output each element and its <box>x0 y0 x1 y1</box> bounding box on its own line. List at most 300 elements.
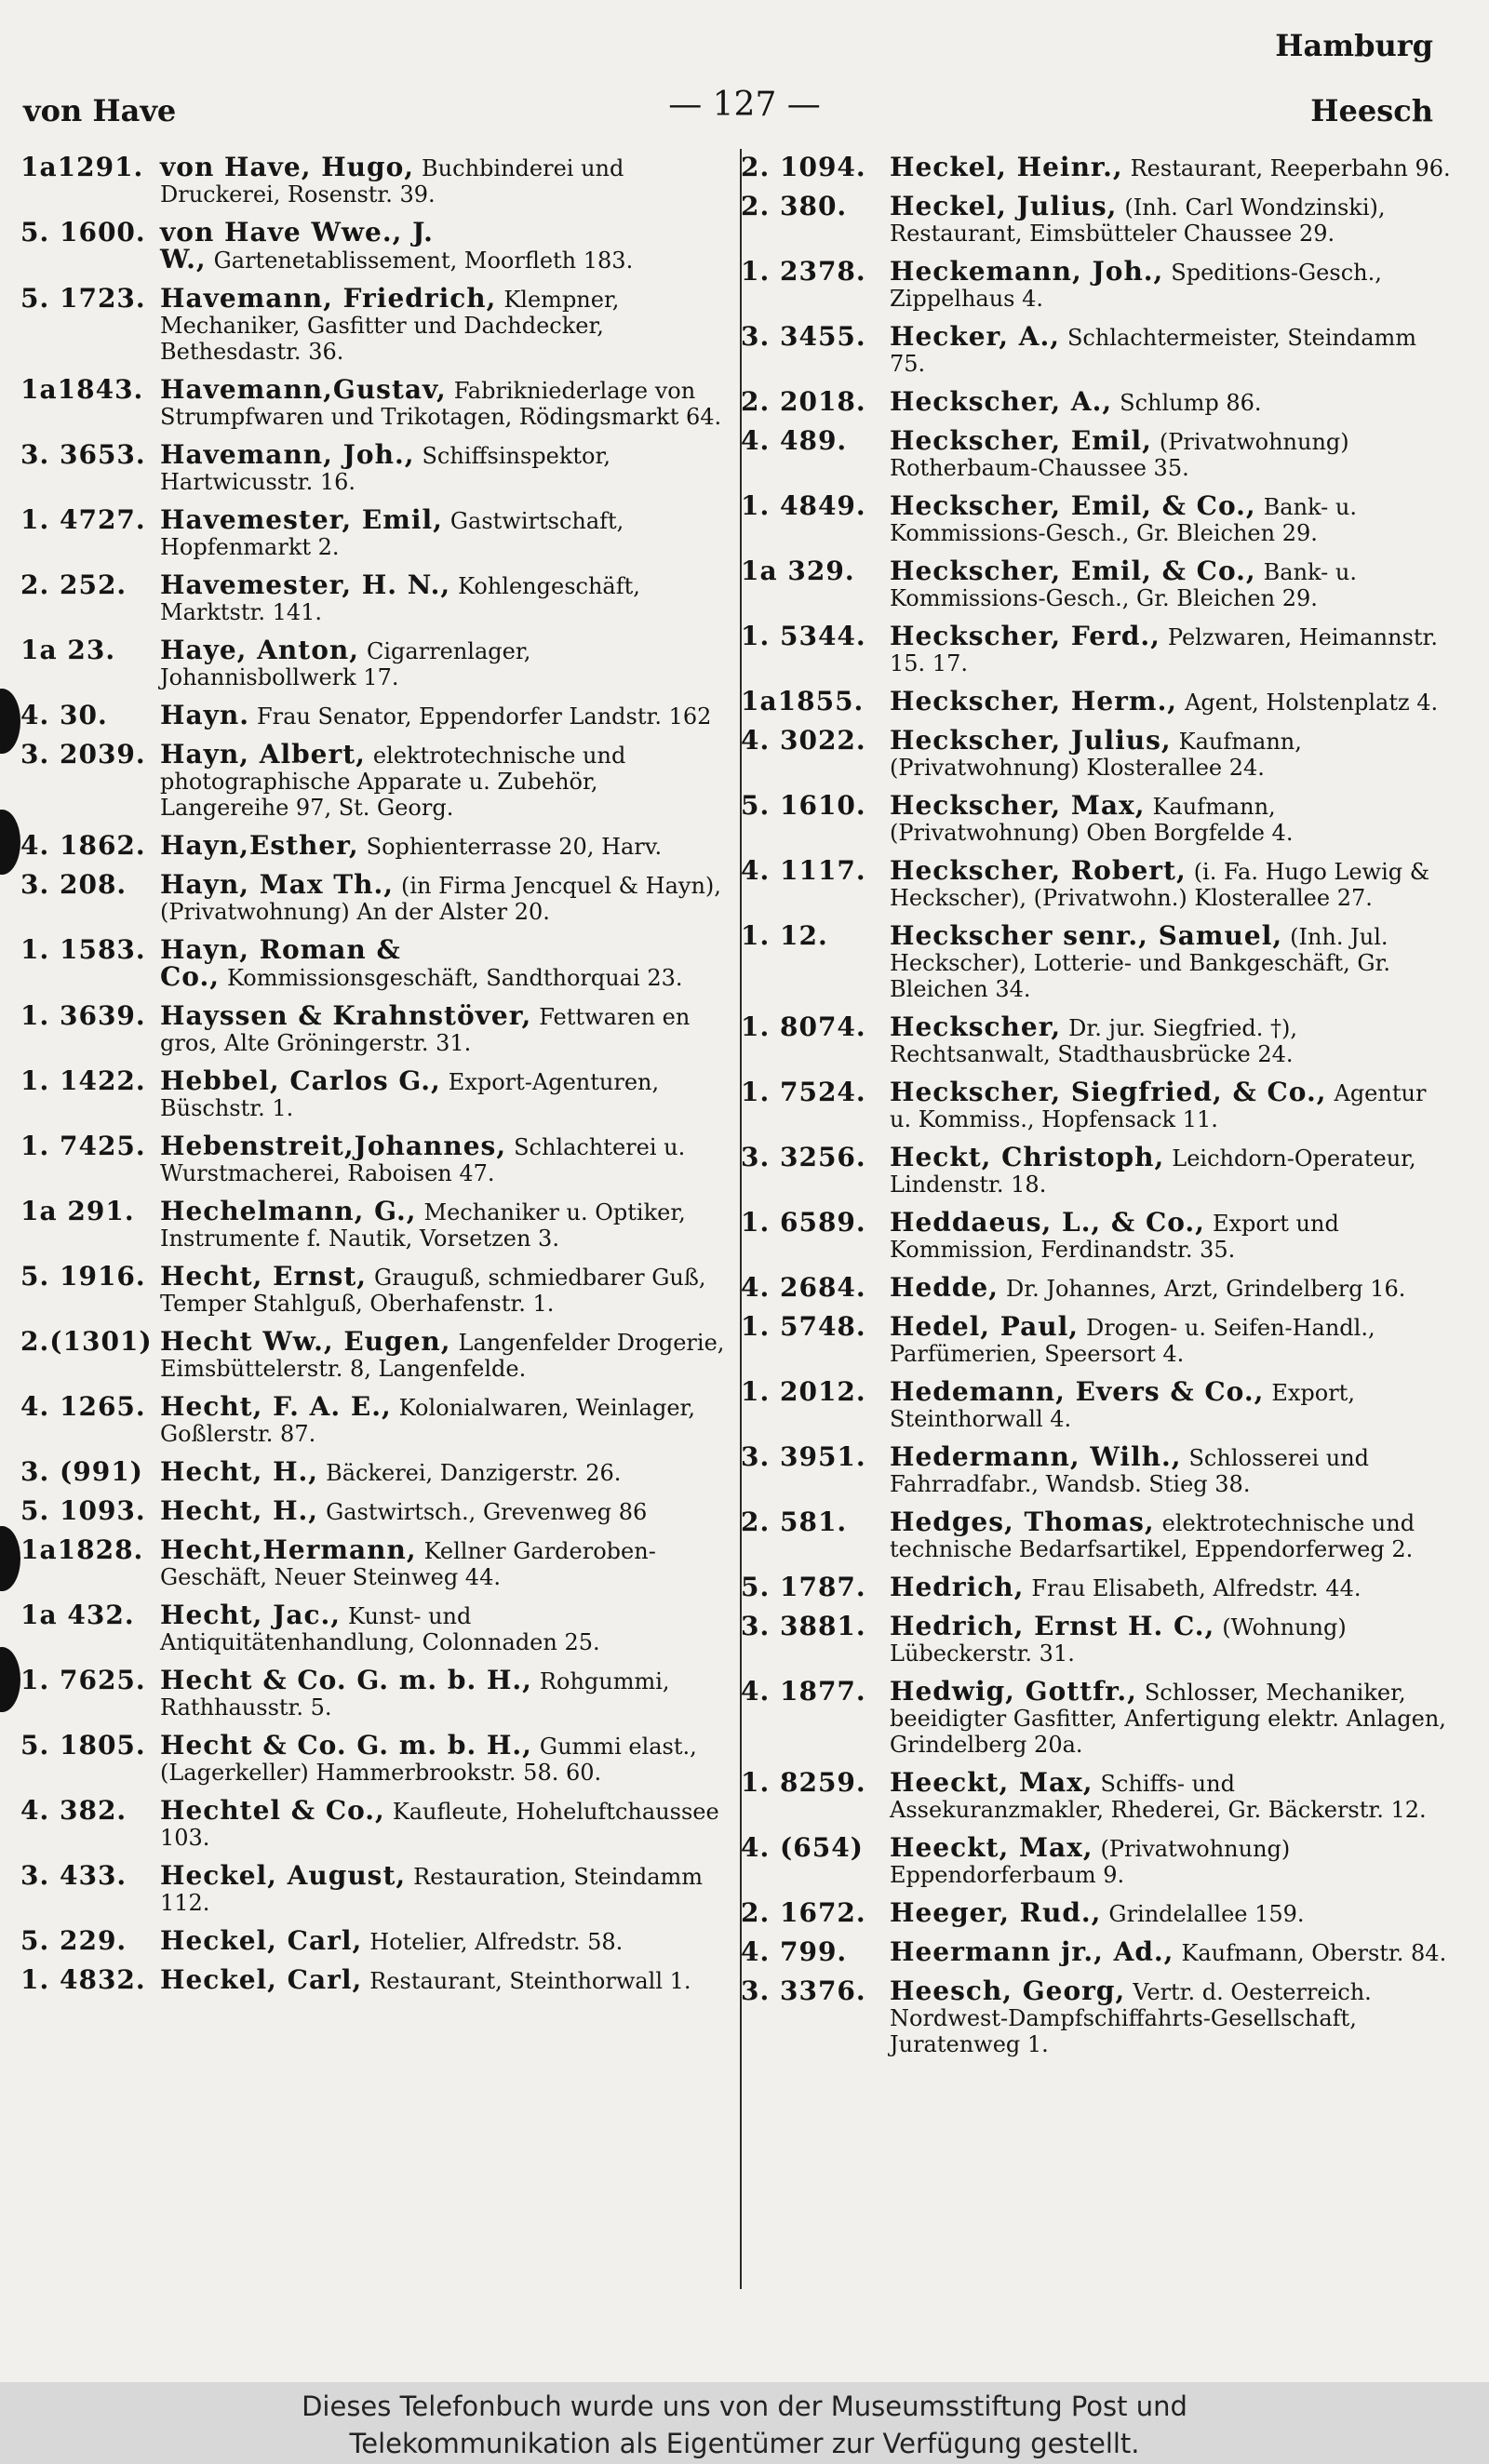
subscriber-name: von Have Wwe., J. W., <box>160 217 434 275</box>
entry-body <box>890 1376 1453 1432</box>
phone-number: 4. 3022. <box>741 725 866 756</box>
subscriber-details: Export-Agenturen, Büschstr. 1. <box>160 1069 660 1121</box>
directory-entry <box>741 1079 1453 1132</box>
entry-body <box>890 725 1453 781</box>
subscriber-name: Havemester, Emil, <box>160 504 443 535</box>
subscriber-details: Kolonialwaren, Weinlager, Goßlerstr. 87. <box>160 1395 696 1447</box>
subscriber-name: Hecht, Jac., <box>160 1600 342 1630</box>
directory-entry <box>20 1000 728 1056</box>
directory-entry <box>20 439 728 495</box>
subscriber-name: Hayn. <box>160 700 249 730</box>
entry-body <box>160 1667 728 1721</box>
subscriber-details: Kunst- und Antiquitätenhandlung, Colonnaden 25. <box>160 1603 600 1655</box>
entry-body <box>160 1925 728 1956</box>
subscriber-details: (Inh. Carl Wondzinski), Restaurant, Eimsbütteler Chaussee 29. <box>890 194 1386 247</box>
subscriber-name: Hecht & Co. G. m. b. H., <box>160 1665 532 1695</box>
punch-hole <box>0 1647 20 1712</box>
entry-body <box>890 686 1453 716</box>
subscriber-name: Hayn, Roman & Co., <box>160 934 401 992</box>
subscriber-name: Hedemann, Evers & Co., <box>890 1376 1265 1407</box>
directory-entry <box>20 637 728 690</box>
phone-number: 1. 7524. <box>741 1077 866 1107</box>
subscriber-details: Gummi elast., (Lagerkeller) Hammerbrookstr. 58. 60. <box>160 1734 697 1786</box>
subscriber-name: Heckscher, Max, <box>890 790 1146 821</box>
subscriber-details: Buchbinderei und Druckerei, Rosenstr. 39. <box>160 155 624 208</box>
entry-body <box>890 790 1453 846</box>
subscriber-details: Restaurant, Steinthorwall 1. <box>369 1968 691 1994</box>
directory-entry <box>741 1011 1453 1067</box>
subscriber-name: Hecht, F. A. E., <box>160 1391 392 1422</box>
subscriber-name: Heckscher, Ferd., <box>890 621 1160 651</box>
entry-body <box>890 1897 1453 1928</box>
subscriber-details: Schlosser, Mechaniker, beeidigter Gasfitter, Anfertigung elektr. Anlagen, Grindelberg 20a. <box>890 1680 1446 1758</box>
subscriber-name: Haye, Anton, <box>160 635 359 665</box>
subscriber-details: Restauration, Steindamm 112. <box>160 1864 704 1916</box>
phone-number: 3. 433. <box>20 1860 127 1891</box>
entry-body <box>160 1326 728 1382</box>
page-number: — 127 — <box>668 86 821 124</box>
phone-number: 1. 4849. <box>741 490 866 521</box>
directory-entry <box>741 790 1453 846</box>
phone-number: 5. 1723. <box>20 283 146 314</box>
entry-body <box>890 1142 1453 1198</box>
directory-entry <box>741 686 1453 716</box>
subscriber-name: Heckemann, Joh., <box>890 256 1164 287</box>
directory-entry <box>20 739 728 821</box>
subscriber-details: (Privatwohnung) Eppendorferbaum 9. <box>890 1836 1291 1888</box>
subscriber-details: Fettwaren en gros, Alte Gröningerstr. 31. <box>160 1004 691 1056</box>
directory-entry <box>20 934 728 992</box>
entry-body <box>890 1767 1453 1823</box>
phone-number: 4. 1877. <box>741 1676 866 1707</box>
entry-body <box>890 1011 1453 1067</box>
header-right-term: Heesch <box>1310 93 1433 128</box>
entry-body <box>890 425 1453 481</box>
left-column <box>20 154 728 2006</box>
phone-number: 1a 432. <box>20 1600 135 1630</box>
phone-number: 1. 5344. <box>741 621 866 651</box>
entry-body <box>160 439 728 495</box>
entry-body <box>160 1795 728 1851</box>
phone-number: 5. 1600. <box>20 217 146 248</box>
header-city: Hamburg <box>1275 28 1433 63</box>
phone-number: 3. 208. <box>20 869 127 900</box>
entry-body <box>890 490 1453 546</box>
entry-body <box>160 1456 728 1487</box>
directory-entry <box>20 1065 728 1121</box>
footer-line-2: Telekommunikation als Eigentümer zur Verfügung gestellt. <box>349 2428 1140 2459</box>
entry-body <box>160 1602 728 1655</box>
directory-entry <box>741 1376 1453 1432</box>
subscriber-details: Mechaniker u. Optiker, Instrumente f. Nautik, Vorsetzen 3. <box>160 1199 686 1252</box>
subscriber-name: Hecht, Ernst, <box>160 1261 368 1292</box>
entry-body <box>890 1832 1453 1888</box>
directory-entry <box>741 256 1453 312</box>
subscriber-details: Export, Steinthorwall 4. <box>890 1380 1355 1432</box>
subscriber-name: Hedrich, Ernst H. C., <box>890 1611 1215 1641</box>
subscriber-details: Vertr. d. Oesterreich. Nordwest-Dampfschiffahrts-Gesellschaft, Juratenweg 1. <box>890 1979 1372 2057</box>
phone-number: 4. 1117. <box>741 855 866 886</box>
subscriber-name: Hayn, Albert, <box>160 739 366 770</box>
subscriber-details: Kaufmann, (Privatwohnung) Oben Borgfelde 4. <box>890 794 1294 846</box>
subscriber-details: Schlachterei u. Wurstmacherei, Raboisen 47. <box>160 1134 686 1186</box>
entry-body <box>890 191 1453 247</box>
phone-number: 5. 1610. <box>741 790 866 821</box>
subscriber-name: Heckscher senr., Samuel, <box>890 920 1283 951</box>
entry-body <box>890 1207 1453 1263</box>
entry-body <box>160 1495 728 1526</box>
phone-number: 3. 3951. <box>741 1441 866 1472</box>
phone-number: 1. 5748. <box>741 1311 866 1342</box>
subscriber-name: Hecht, H., <box>160 1456 319 1487</box>
entry-body <box>160 217 728 275</box>
phone-number: 1. 7625. <box>20 1665 146 1695</box>
subscriber-details: Klempner, Mechaniker, Gasfitter und Dachdecker, Bethesdastr. 36. <box>160 287 620 365</box>
subscriber-details: elektrotechnische und technische Bedarfsartikel, Eppendorferweg 2. <box>890 1510 1415 1562</box>
phone-number: 1. 2012. <box>741 1376 866 1407</box>
phone-number: 1a1843. <box>20 374 144 405</box>
phone-number: 5. 229. <box>20 1925 127 1956</box>
subscriber-name: Heeckt, Max, <box>890 1832 1093 1863</box>
subscriber-name: Hechelmann, G., <box>160 1196 417 1226</box>
subscriber-name: Hecht, H., <box>160 1495 319 1526</box>
directory-entry <box>741 1676 1453 1758</box>
subscriber-name: Heeckt, Max, <box>890 1767 1093 1798</box>
entry-body <box>890 1676 1453 1758</box>
subscriber-name: Havemester, H. N., <box>160 569 451 600</box>
phone-number: 1. 2378. <box>741 256 866 287</box>
subscriber-name: Heckel, Carl, <box>160 1925 363 1956</box>
phone-number: 1. 12. <box>741 920 828 951</box>
subscriber-name: Hecht & Co. G. m. b. H., <box>160 1730 532 1761</box>
entry-body <box>160 739 728 821</box>
subscriber-name: Heckscher, Emil, & Co., <box>890 490 1256 521</box>
phone-number: 3. 3455. <box>741 321 866 352</box>
subscriber-details: Kaufmann, Oberstr. 84. <box>1181 1940 1447 1966</box>
subscriber-name: Heckscher, Herm., <box>890 686 1178 716</box>
directory-entry <box>741 1272 1453 1303</box>
entry-body <box>160 869 728 925</box>
directory-entry <box>20 1391 728 1447</box>
phone-number: 1. 4727. <box>20 504 146 535</box>
phone-number: 5. 1805. <box>20 1730 146 1761</box>
entry-body <box>160 700 728 730</box>
subscriber-name: Heckel, Heinr., <box>890 152 1123 182</box>
footer-line-1: Dieses Telefonbuch wurde uns von der Museumsstiftung Post und <box>302 2390 1187 2422</box>
directory-entry <box>741 1897 1453 1928</box>
phone-number: 4. 2684. <box>741 1272 866 1303</box>
header-left-term: von Have <box>23 93 177 128</box>
phone-number: 5. 1787. <box>741 1572 866 1602</box>
subscriber-name: Heckscher, A., <box>890 386 1113 417</box>
subscriber-name: Heckel, Julius, <box>890 191 1118 221</box>
phone-number: 5. 1093. <box>20 1495 146 1526</box>
subscriber-name: Hayn, Max Th., <box>160 869 394 900</box>
phone-number: 1. 1422. <box>20 1065 146 1096</box>
subscriber-details: (in Firma Jencquel & Hayn), (Privatwohnung) An der Alster 20. <box>160 873 721 925</box>
directory-entry <box>20 1667 728 1721</box>
entry-body <box>890 1936 1453 1967</box>
entry-body <box>160 374 728 430</box>
entry-body <box>890 558 1453 611</box>
entry-body <box>160 1391 728 1447</box>
phone-number: 3. 3376. <box>741 1975 866 2006</box>
subscriber-details: Schiffs- und Assekuranzmakler, Rhederei, Gr. Bäckerstr. 12. <box>890 1771 1427 1823</box>
directory-entry <box>741 1509 1453 1562</box>
subscriber-details: Fabrikniederlage von Strumpfwaren und Trikotagen, Rödingsmarkt 64. <box>160 378 722 430</box>
subscriber-name: Hedges, Thomas, <box>890 1507 1155 1537</box>
directory-entry <box>20 1456 728 1487</box>
directory-entry <box>741 191 1453 247</box>
subscriber-details: Agentur u. Kommiss., Hopfensack 11. <box>890 1080 1427 1132</box>
phone-number: 3. (991) <box>20 1456 143 1487</box>
phone-number: 1. 8074. <box>741 1011 866 1042</box>
phone-number: 1a 329. <box>741 556 855 586</box>
subscriber-details: Bank- u. Kommissions-Gesch., Gr. Bleichen 29. <box>890 559 1358 611</box>
subscriber-name: Hecht Ww., Eugen, <box>160 1326 451 1357</box>
entry-body <box>890 1079 1453 1132</box>
directory-entry <box>741 1207 1453 1263</box>
phone-number: 4. 1862. <box>20 830 146 861</box>
entry-body <box>890 386 1453 417</box>
subscriber-name: Heckscher, Siegfried, & Co., <box>890 1077 1327 1107</box>
subscriber-name: von Have, Hugo, <box>160 152 415 182</box>
phone-number: 5. 1916. <box>20 1261 146 1292</box>
directory-entry <box>20 217 728 275</box>
subscriber-name: Hecht,Hermann, <box>160 1534 417 1565</box>
subscriber-name: Havemann,Gustav, <box>160 374 447 405</box>
phone-number: 2. 581. <box>741 1507 848 1537</box>
directory-entry <box>741 1936 1453 1967</box>
subscriber-details: Kellner Garderoben-Geschäft, Neuer Steinweg 44. <box>160 1538 656 1590</box>
entry-body <box>160 1261 728 1317</box>
directory-entry <box>741 1767 1453 1823</box>
entry-body <box>160 283 728 365</box>
subscriber-name: Heckt, Christoph, <box>890 1142 1165 1172</box>
subscriber-details: Dr. Johannes, Arzt, Grindelberg 16. <box>1006 1276 1406 1302</box>
directory-entry <box>741 1574 1453 1601</box>
subscriber-details: (Wohnung) Lübeckerstr. 31. <box>890 1614 1347 1667</box>
subscriber-details: Leichdorn-Operateur, Lindenstr. 18. <box>890 1145 1416 1198</box>
subscriber-name: Heckscher, Julius, <box>890 725 1172 756</box>
entry-body <box>160 569 728 625</box>
directory-entry <box>741 558 1453 611</box>
subscriber-name: Hebbel, Carlos G., <box>160 1065 441 1096</box>
phone-number: 2. 2018. <box>741 386 866 417</box>
subscriber-details: Grauguß, schmiedbarer Guß, Temper Stahlguß, Oberhafenstr. 1. <box>160 1265 706 1317</box>
entry-body <box>160 830 728 861</box>
phone-number: 2. 380. <box>741 191 848 221</box>
subscriber-name: Hayssen & Krahnstöver, <box>160 1000 532 1031</box>
directory-entry <box>741 386 1453 417</box>
phone-number: 1a1291. <box>20 152 144 182</box>
punch-hole <box>0 810 20 875</box>
subscriber-details: Dr. jur. Siegfried. †), Rechtsanwalt, Stadthausbrücke 24. <box>890 1015 1298 1067</box>
directory-entry <box>741 725 1453 781</box>
phone-number: 4. 799. <box>741 1936 848 1967</box>
entry-body <box>890 1311 1453 1367</box>
subscriber-details: Schlosserei und Fahrradfabr., Wandsb. Stieg 38. <box>890 1445 1370 1497</box>
subscriber-details: Hotelier, Alfredstr. 58. <box>369 1929 624 1955</box>
phone-number: 3. 2039. <box>20 739 146 770</box>
subscriber-name: Heesch, Georg, <box>890 1975 1126 2006</box>
subscriber-name: Heckscher, Robert, <box>890 855 1187 886</box>
entry-body <box>890 1975 1453 2057</box>
subscriber-details: Drogen- u. Seifen-Handl., Parfümerien, Speersort 4. <box>890 1315 1375 1367</box>
directory-entry <box>741 1975 1453 2057</box>
subscriber-name: Heckel, Carl, <box>160 1964 363 1995</box>
directory-entry <box>741 490 1453 546</box>
phone-number: 4. 30. <box>20 700 108 730</box>
subscriber-name: Hedel, Paul, <box>890 1311 1079 1342</box>
subscriber-details: Gastwirtsch., Grevenweg 86 <box>326 1499 648 1525</box>
subscriber-name: Heermann jr., Ad., <box>890 1936 1174 1967</box>
subscriber-details: Kaufleute, Hoheluftchaussee 103. <box>160 1799 719 1851</box>
entry-body <box>160 1534 728 1590</box>
directory-entry <box>20 1196 728 1252</box>
subscriber-details: Rohgummi, Rathhausstr. 5. <box>160 1668 670 1721</box>
phone-number: 3. 3256. <box>741 1142 866 1172</box>
subscriber-name: Hedde, <box>890 1272 999 1303</box>
subscriber-name: Hecker, A., <box>890 321 1060 352</box>
entry-body <box>160 934 728 992</box>
subscriber-details: Bank- u. Kommissions-Gesch., Gr. Bleichen 29. <box>890 494 1358 546</box>
phone-number: 2.(1301) <box>20 1326 153 1357</box>
subscriber-name: Heckscher, Emil, <box>890 425 1152 456</box>
directory-entry <box>20 569 728 625</box>
punch-hole <box>0 689 20 754</box>
directory-entry <box>20 700 728 730</box>
entry-body <box>160 1730 728 1786</box>
phone-number: 1. 4832. <box>20 1964 146 1995</box>
phone-number: 3. 3881. <box>741 1611 866 1641</box>
directory-entry <box>741 1142 1453 1198</box>
entry-body <box>890 1611 1453 1667</box>
subscriber-details: Gastwirtschaft, Hopfenmarkt 2. <box>160 508 624 560</box>
subscriber-details: Sophienterrasse 20, Harv. <box>366 834 663 860</box>
directory-entry <box>20 830 728 861</box>
subscriber-details: (Inh. Jul. Heckscher), Lotterie- und Bankgeschäft, Gr. Bleichen 34. <box>890 924 1390 1002</box>
entry-body <box>160 1133 728 1186</box>
subscriber-details: Speditions-Gesch., Zippelhaus 4. <box>890 260 1382 312</box>
entry-body <box>890 1574 1453 1601</box>
subscriber-name: Heckscher, Emil, & Co., <box>890 556 1256 586</box>
phone-number: 1. 6589. <box>741 1207 866 1238</box>
directory-entry <box>741 1311 1453 1367</box>
directory-entry <box>20 1602 728 1655</box>
subscriber-details: Grindelallee 159. <box>1108 1901 1305 1927</box>
phone-number: 4. 489. <box>741 425 848 456</box>
entry-body <box>160 1964 728 1995</box>
directory-entry <box>20 283 728 365</box>
directory-entry <box>20 374 728 430</box>
directory-entry <box>20 1326 728 1382</box>
subscriber-name: Hechtel & Co., <box>160 1795 385 1826</box>
subscriber-name: Havemann, Friedrich, <box>160 283 497 314</box>
punch-hole <box>0 1526 20 1591</box>
subscriber-details: Kaufmann, (Privatwohnung) Klosterallee 24. <box>890 729 1302 781</box>
entry-body <box>890 1509 1453 1562</box>
phone-number: 1. 1583. <box>20 934 146 965</box>
directory-entry <box>741 425 1453 481</box>
subscriber-details: elektrotechnische und photographische Apparate u. Zubehör, Langereihe 97, St. Georg. <box>160 743 626 821</box>
subscriber-details: (Privatwohnung) Rotherbaum-Chaussee 35. <box>890 429 1349 481</box>
entry-body <box>890 920 1453 1002</box>
subscriber-details: Bäckerei, Danzigerstr. 26. <box>326 1460 622 1486</box>
directory-entry <box>20 1534 728 1590</box>
entry-body <box>160 1065 728 1121</box>
entry-body <box>890 623 1453 676</box>
subscriber-name: Heckel, August, <box>160 1860 407 1891</box>
subscriber-details: (i. Fa. Hugo Lewig & Heckscher), (Privatwohn.) Klosterallee 27. <box>890 859 1430 911</box>
phone-number: 4. (654) <box>741 1832 864 1863</box>
phone-number: 2. 252. <box>20 569 127 600</box>
directory-entry <box>741 154 1453 181</box>
phone-number: 1. 3639. <box>20 1000 146 1031</box>
phone-number: 2. 1094. <box>741 152 866 182</box>
subscriber-details: Langenfelder Drogerie, Eimsbüttelerstr. 8, Langenfelde. <box>160 1330 725 1382</box>
directory-entry <box>741 855 1453 911</box>
entry-body <box>160 1000 728 1056</box>
entry-body <box>890 1272 1453 1303</box>
subscriber-name: Heeger, Rud., <box>890 1897 1102 1928</box>
archive-footer <box>0 2382 1489 2464</box>
directory-entry <box>20 1860 728 1916</box>
subscriber-name: Hayn,Esther, <box>160 830 359 861</box>
phone-number: 4. 1265. <box>20 1391 146 1422</box>
subscriber-name: Heckscher, <box>890 1011 1062 1042</box>
subscriber-details: Schlump 86. <box>1120 390 1262 416</box>
phone-number: 3. 3653. <box>20 439 146 470</box>
entry-body <box>890 855 1453 911</box>
directory-entry <box>20 1495 728 1526</box>
directory-entry <box>741 321 1453 377</box>
subscriber-details: Pelzwaren, Heimannstr. 15. 17. <box>890 624 1438 676</box>
phone-number: 1a 291. <box>20 1196 135 1226</box>
directory-entry <box>20 1730 728 1786</box>
subscriber-details: Export und Kommission, Ferdinandstr. 35. <box>890 1211 1339 1263</box>
subscriber-details: Cigarrenlager, Johannisbollwerk 17. <box>160 638 531 690</box>
entry-body <box>160 154 728 208</box>
directory-entry <box>20 1964 728 1995</box>
phone-number: 1. 8259. <box>741 1767 866 1798</box>
subscriber-details: Frau Elisabeth, Alfredstr. 44. <box>1031 1575 1362 1601</box>
subscriber-details: Schlachtermeister, Steindamm 75. <box>890 325 1417 377</box>
directory-entry <box>20 154 728 208</box>
entry-body <box>160 1860 728 1916</box>
directory-entry <box>20 1133 728 1186</box>
directory-entry <box>741 1611 1453 1667</box>
subscriber-details: Schiffsinspektor, Hartwicusstr. 16. <box>160 443 610 495</box>
phone-number: 2. 1672. <box>741 1897 866 1928</box>
phone-number: 1a 23. <box>20 635 116 665</box>
subscriber-details: Agent, Holstenplatz 4. <box>1185 690 1439 716</box>
right-column <box>741 154 1453 2069</box>
phone-number: 1. 7425. <box>20 1131 146 1161</box>
entry-body <box>160 1196 728 1252</box>
directory-entry <box>20 504 728 560</box>
subscriber-name: Hedermann, Wilh., <box>890 1441 1182 1472</box>
directory-entry <box>741 623 1453 676</box>
subscriber-details: Kohlengeschäft, Marktstr. 141. <box>160 573 640 625</box>
directory-entry <box>741 1441 1453 1497</box>
entry-body <box>160 637 728 690</box>
subscriber-details: Gartenetablissement, Moorfleth 183. <box>213 248 634 274</box>
directory-entry <box>20 1925 728 1956</box>
entry-body <box>890 1441 1453 1497</box>
directory-entry <box>741 920 1453 1002</box>
directory-entry <box>20 1261 728 1317</box>
